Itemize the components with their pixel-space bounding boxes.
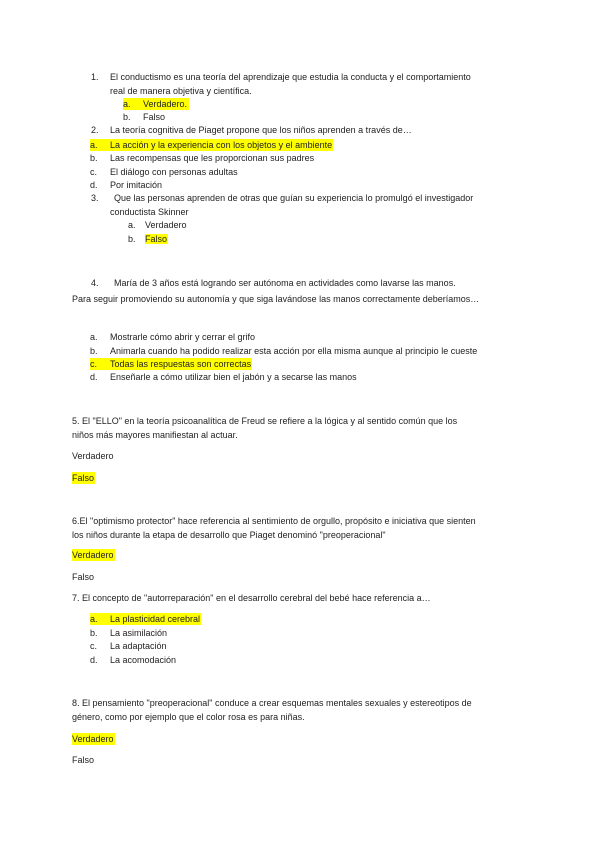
q2-option-b-text: Las recompensas que les proporcionan sus padres <box>110 153 315 163</box>
q5-option-false: Falso <box>72 473 95 483</box>
q2-text: La teoría cognitiva de Piaget propone que los niños aprenden a través de… <box>110 125 412 135</box>
q6-text-line-1: 6.El "optimismo protector" hace referencia al sentimiento de orgullo, propósito e iniciativa que sienten <box>72 516 476 526</box>
q7-option-b-marker: b. <box>90 628 98 638</box>
q4-option-b-marker: b. <box>90 346 98 356</box>
q2-option-d-text: Por imitación <box>110 180 163 190</box>
q3-option-a-marker: a. <box>128 220 136 230</box>
q3-option-b-text: Falso <box>145 234 168 244</box>
q4-text-line-1: María de 3 años está logrando ser autónoma en actividades como lavarse las manos. <box>114 278 456 288</box>
q7-option-c-marker: c. <box>90 641 98 651</box>
q2-option-d <box>90 179 162 191</box>
q3-option-b <box>128 233 168 245</box>
q7-option-b-text: La asimilación <box>110 628 168 638</box>
q8-text-line-2: género, como por ejemplo que el color rosa es para niñas. <box>72 712 305 722</box>
q1-option-b <box>123 111 165 123</box>
q4-option-d-text: Enseñarle a cómo utilizar bien el jabón y a secarse las manos <box>110 372 357 382</box>
q1-option-a-marker: a. <box>123 99 131 109</box>
q3-number: 3. <box>91 193 99 203</box>
q4-option-c-text: Todas las respuestas son correctas <box>110 359 252 369</box>
q2-option-d-marker: d. <box>90 180 98 190</box>
q2-option-b-marker: b. <box>90 153 98 163</box>
q2-option-c-text: El diálogo con personas adultas <box>110 167 238 177</box>
q2-option-c <box>90 166 238 178</box>
q3-option-a-text: Verdadero <box>145 220 187 230</box>
q7-option-a-text: La plasticidad cerebral <box>110 614 201 624</box>
q1-number: 1. <box>91 72 99 82</box>
q8-option-false: Falso <box>72 755 95 765</box>
q2-option-c-marker: c. <box>90 167 98 177</box>
q1-option-b-text: Falso <box>143 112 166 122</box>
q4-text-line-2: Para seguir promoviendo su autonomía y que siga lavándose las manos correctamente deberíamos… <box>72 294 480 304</box>
q7-option-c <box>90 640 167 652</box>
q3-text-line-2: conductista Skinner <box>110 207 189 217</box>
q7-option-a-marker: a. <box>90 614 98 624</box>
q4-option-d-marker: d. <box>90 372 98 382</box>
q7-option-d-marker: d. <box>90 655 98 665</box>
q7-text: 7. El concepto de "autorreparación" en el desarrollo cerebral del bebé hace referencia a… <box>72 593 431 603</box>
q4-option-a-marker: a. <box>90 332 98 342</box>
q7-option-c-text: La adaptación <box>110 641 167 651</box>
q2-option-a-marker: a. <box>90 140 98 150</box>
q8-text-line-1: 8. El pensamiento "preoperacional" conduce a crear esquemas mentales sexuales y estereotipos de <box>72 698 472 708</box>
q2-number: 2. <box>91 125 99 135</box>
q4-option-c-marker: c. <box>90 359 98 369</box>
q3-text-line-1: Que las personas aprenden de otras que guían su experiencia lo promulgó el investigador <box>114 193 474 203</box>
q7-option-d-text: La acomodación <box>110 655 177 665</box>
q4-option-a <box>90 331 255 343</box>
q4-number: 4. <box>91 278 99 288</box>
q5-option-true: Verdadero <box>72 451 114 461</box>
q4-option-c <box>90 358 252 370</box>
q7-option-a <box>90 613 201 625</box>
q2-option-a <box>90 139 333 151</box>
q4-option-b-text: Animarla cuando ha podido realizar esta acción por ella misma aunque al principio le cueste <box>110 346 478 356</box>
q5-text-line-2: niños más mayores manifiestan al actuar. <box>72 430 238 440</box>
q1-option-a-text: Verdadero. <box>143 99 188 109</box>
q6-option-false: Falso <box>72 572 95 582</box>
q1-option-a <box>123 98 189 110</box>
q1-option-b-marker: b. <box>123 112 131 122</box>
q6-text-line-2: los niños durante la etapa de desarrollo que Piaget denominó "preoperacional" <box>72 530 386 540</box>
q3-option-b-marker: b. <box>128 234 136 244</box>
q6-option-true: Verdadero <box>72 550 114 560</box>
q1-text-line-2: real de manera objetiva y científica. <box>110 86 252 96</box>
q1-text-line-1: El conductismo es una teoría del aprendizaje que estudia la conducta y el comportamiento <box>110 72 471 82</box>
q2-option-a-text: La acción y la experiencia con los objetos y el ambiente <box>110 140 333 150</box>
q5-text-line-1: 5. El "ELLO" en la teoría psicoanalítica de Freud se refiere a la lógica y al sentido común que los <box>72 416 458 426</box>
q8-option-true: Verdadero <box>72 734 114 744</box>
q3-option-a <box>128 219 187 231</box>
q4-option-b <box>90 345 477 357</box>
q7-option-b <box>90 627 167 639</box>
q4-option-d <box>90 371 357 383</box>
q2-option-b <box>90 152 314 164</box>
q7-option-d <box>90 654 176 666</box>
q4-option-a-text: Mostrarle cómo abrir y cerrar el grifo <box>110 332 256 342</box>
